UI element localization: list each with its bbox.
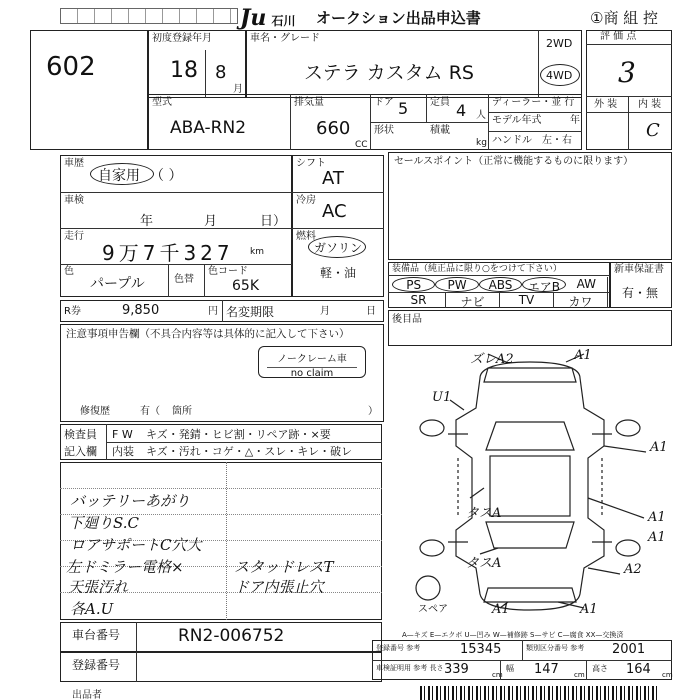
exterior-label: 外 装 <box>594 99 618 110</box>
spare-label: スペア <box>418 604 448 615</box>
equipment-label: 装備品（純正品に限り○をつけて下さい） <box>392 264 562 274</box>
aftermarket-label: 後目品 <box>392 314 422 325</box>
inspection-day-unit: 日） <box>260 214 287 229</box>
note-right-1: ドア内張止穴 <box>234 578 324 596</box>
barcode <box>420 686 660 700</box>
damage-mark-rear-right: A1 <box>580 602 598 617</box>
spec-height-label: 高さ <box>592 664 608 673</box>
note-left-1: 下廻りS.C <box>68 514 139 532</box>
logo-mark: Ju <box>240 5 267 31</box>
history-label: 車歴 <box>64 158 84 169</box>
spec-width-value: 147 <box>534 662 559 677</box>
displacement-value: 660 <box>316 118 351 139</box>
notes-label: 注意事項申告欄（不具合内容等は具体的に記入して下さい） <box>66 328 350 340</box>
auction-logo <box>240 5 310 29</box>
lot-box <box>30 30 148 150</box>
inspection-year-unit: 年 <box>140 214 154 229</box>
aftermarket-box <box>388 310 672 346</box>
chassis-value: RN2-006752 <box>178 626 285 646</box>
drive-2wd: 2WD <box>546 37 573 50</box>
inspection-month-unit: 月 <box>204 214 218 229</box>
spec-reg-label: 登録番号 参考 <box>376 644 421 652</box>
windshield <box>486 422 574 450</box>
mileage-unit: km <box>250 247 264 257</box>
displacement-unit: CC <box>355 140 368 150</box>
ac-value: AC <box>322 201 347 222</box>
color-label: 色 <box>64 266 74 277</box>
wheel-fr <box>616 420 640 436</box>
no-claim-stamp <box>258 346 366 378</box>
fuel-label: 燃料 <box>296 231 316 242</box>
car-name-label: 車名・グレード <box>250 33 320 44</box>
handle-label: ハンドル <box>492 135 532 146</box>
recycle-value: 9,850 <box>122 303 160 318</box>
score-value: 3 <box>618 56 636 89</box>
rear-window <box>486 522 574 548</box>
damage-mark-rear-left: A1 <box>492 602 510 617</box>
model-year-unit: 年 <box>570 115 580 126</box>
memo-label: 記入欄 <box>64 445 97 458</box>
recycle-unit: 円 <box>208 306 218 317</box>
note-left-3: 左ドミラー電格× <box>66 558 184 576</box>
damage-mark-left-fender: U1 <box>432 390 452 405</box>
spec-class-value: 2001 <box>612 642 646 657</box>
load-label: 積載 <box>430 125 450 136</box>
chassis-label: 車台番号 <box>72 628 121 642</box>
spec-unit-3: cm <box>662 671 673 679</box>
load-unit: kg <box>476 138 487 148</box>
capacity-label: 定員 <box>430 97 450 108</box>
form-title: オークション出品申込書 <box>316 9 481 27</box>
equipment-row-2 <box>392 293 608 308</box>
repair-label: 修復歴 <box>80 406 110 417</box>
copy-label: ①商 組 控 <box>590 9 658 27</box>
type-label: 型式 <box>152 97 172 108</box>
shape-label: 形状 <box>374 125 394 136</box>
note-left-5: 各A.U <box>70 600 114 618</box>
type-value: ABA-RN2 <box>170 118 247 138</box>
damage-mark-rear-quarter: A2 <box>624 562 642 577</box>
wheel-rr <box>616 540 640 556</box>
deadline-label: 名変期限 <box>226 305 275 319</box>
capacity-unit: 人 <box>476 110 486 121</box>
note-left-2: ロアサポートC穴大 <box>70 536 202 554</box>
note-left-4: 天張汚れ <box>68 578 129 596</box>
first-reg-label: 初度登録年月 <box>152 33 212 44</box>
mileage-label: 走行 <box>64 231 84 242</box>
model-year-label: モデル年式 <box>492 115 542 126</box>
equipment-item: TV <box>500 293 554 308</box>
header-checker <box>60 8 238 24</box>
mileage-value: 9万7千327 <box>102 241 234 265</box>
repair-unit: 箇所 <box>172 406 192 417</box>
spec-unit-1: cm <box>492 671 503 679</box>
interior-items: キズ・汚れ・コゲ・△・スレ・キレ・破レ <box>146 445 353 458</box>
door-value: 5 <box>398 99 409 118</box>
color-value: パープル <box>90 276 145 292</box>
lot-number: 602 <box>46 52 96 82</box>
spec-height-value: 164 <box>626 662 651 677</box>
paint-label: 色替 <box>174 274 194 285</box>
inspector-label: 検査員 <box>64 428 97 441</box>
history-paren: （ ） <box>150 168 183 184</box>
first-reg-year: 18 <box>170 58 198 83</box>
fuel-diesel: 軽・油 <box>320 266 357 280</box>
front-bumper <box>484 368 576 382</box>
seller-label: 出品者 <box>72 690 102 700</box>
inspection-label: 車検 <box>64 195 84 206</box>
equipment-item: カワ <box>554 293 608 308</box>
repair-close: ） <box>368 406 378 417</box>
spec-length-label: 車検証明用 参考 長さ <box>376 664 444 672</box>
spec-width-label: 幅 <box>506 664 514 673</box>
month-unit: 月 <box>233 84 243 95</box>
door-label: ドア <box>374 97 394 108</box>
recycle-label: R券 <box>64 306 81 317</box>
spec-unit-2: cm <box>574 671 585 679</box>
damage-mark-front-right: A1 <box>574 348 592 363</box>
equipment-item: PS <box>392 277 435 292</box>
displacement-label: 排気量 <box>294 97 324 108</box>
note-right-0: スタッドレスT <box>234 558 334 576</box>
wheel-rl <box>420 540 444 556</box>
equipment-item: エアB <box>522 277 565 292</box>
interior-label: 内 装 <box>638 99 662 110</box>
shift-value: AT <box>322 168 344 189</box>
damage-legend: A—キズ E—エクボ U—凹み W—補修跡 S—サビ C—腐食 XX—交換済 <box>402 631 624 639</box>
car-damage-diagram <box>388 348 672 630</box>
car-outline <box>456 362 604 610</box>
spare-tire <box>416 576 440 600</box>
color-code-label: 色コード <box>208 266 248 277</box>
equipment-item: SR <box>392 293 446 308</box>
equipment-item: ABS <box>479 277 522 292</box>
capacity-value: 4 <box>456 101 467 120</box>
no-claim-title: ノークレーム車 <box>277 354 347 365</box>
spec-reg-value: 15345 <box>460 642 502 657</box>
deadline-month: 月 <box>320 306 330 317</box>
shift-label: シフト <box>296 158 326 169</box>
dealer-label: ディーラー・並 行 <box>492 97 575 108</box>
damage-mark-left-rear: タスA <box>466 556 502 571</box>
damage-mark-front-left: ズレA2 <box>470 352 514 367</box>
note-left-0: バッテリーあがり <box>70 492 191 510</box>
equipment-row-1 <box>392 277 608 292</box>
warranty-label: 新車保証書 <box>614 264 664 275</box>
fw-label: F W <box>112 428 133 441</box>
sales-point-label: セールスポイント（正常に機能するものに限ります） <box>394 156 634 167</box>
damage-mark-right-rear: A1 <box>648 530 666 545</box>
repair-value: 有（ <box>140 406 160 417</box>
fuel-gasoline: ガソリン <box>314 241 363 255</box>
drive-4wd: 4WD <box>546 69 573 82</box>
score-label: 評 価 点 <box>600 31 637 42</box>
equipment-item: AW <box>566 277 608 292</box>
wheel-fl <box>420 420 444 436</box>
sales-point-box <box>388 152 672 260</box>
damage-mark-right-front: A1 <box>650 440 668 455</box>
ac-label: 冷房 <box>296 195 316 206</box>
reg-number-label: 登録番号 <box>72 658 121 672</box>
history-value: 自家用 <box>98 168 140 184</box>
equipment-item: ナビ <box>446 293 500 308</box>
car-name-value: ステラ カスタム RS <box>304 62 474 84</box>
first-reg-month: 8 <box>215 62 227 83</box>
logo-subtitle: 石川 <box>271 14 296 28</box>
spec-class-label: 類別区分番号 参考 <box>526 644 585 652</box>
interior-insp-label: 内装 <box>112 445 134 458</box>
warranty-value: 有・無 <box>622 286 659 300</box>
damage-mark-right-door: A1 <box>648 510 666 525</box>
equipment-item: PW <box>435 277 478 292</box>
interior-value: C <box>646 120 660 141</box>
deadline-day: 日 <box>366 306 376 317</box>
fw-items: キズ・発錆・ヒビ割・リペア跡・×要 <box>146 428 331 441</box>
handle-value: 左・右 <box>542 135 572 146</box>
no-claim-sub: no claim <box>267 367 357 379</box>
rear-bumper <box>484 588 576 602</box>
roof <box>490 456 570 516</box>
damage-mark-left-door: タスA <box>466 506 502 521</box>
color-code-value: 65K <box>232 278 259 294</box>
spec-length-value: 339 <box>444 662 469 677</box>
